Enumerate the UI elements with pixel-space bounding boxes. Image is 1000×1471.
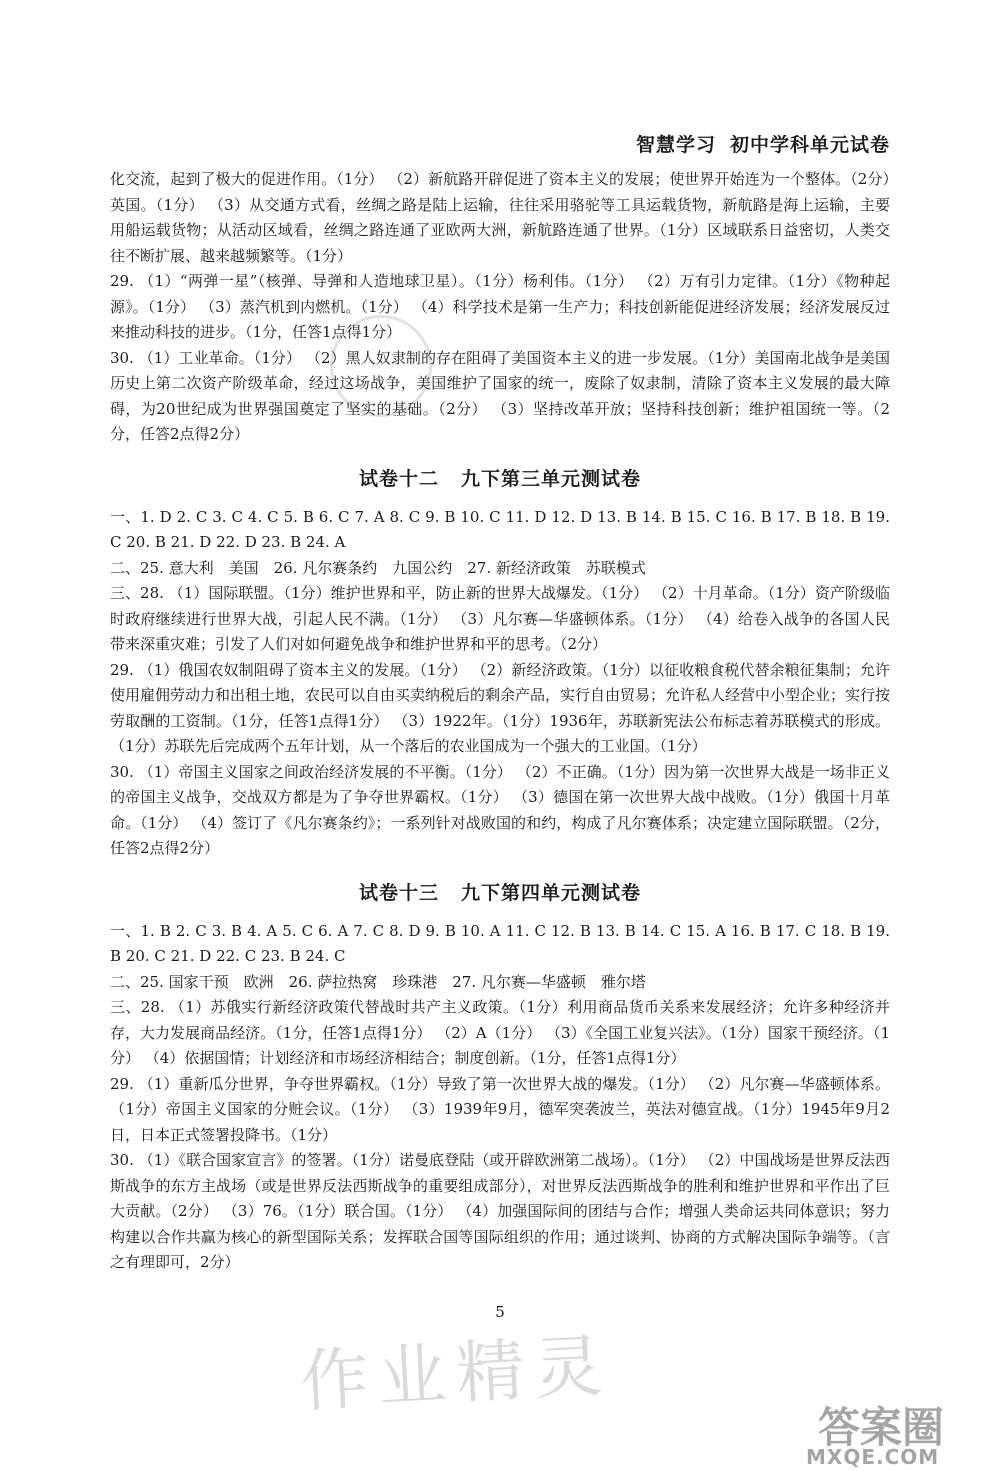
- watermark-zuoye: 作业精灵: [298, 1326, 615, 1423]
- section12-title: [110, 464, 890, 491]
- section13-q28: 三、28. （1）苏俄实行新经济政策代替战时共产主义政策。（1分）利用商品货币关系来发展经济；允许多种经济并存，大力发展商品经济。（1分，任答1点得1分） （2）A（1分） （3）《全国工业复兴法》。（1分）国家干预经济。（1分） （4）依据国情；计划经济和市场经济相结合；制度创新。（1分，任答1点得1分）: [110, 998, 890, 1067]
- watermark-url: MXQE.COM: [806, 1445, 940, 1469]
- section13-q29: 29. （1）重新瓜分世界，争夺世界霸权。（1分）导致了第一次世界大战的爆发。（1分） （2）凡尔赛—华盛顿体系。（1分）帝国主义国家的分赃会议。（1分） （3）1939年9月，德军突袭波兰，英法对德宣战。（1分）1945年9月2日，日本正式签署投降书。（1分）: [110, 1074, 890, 1144]
- top-paragraph-3: 30. （1）工业革命。（1分） （2）黑人奴隶制的存在阻碍了美国资本主义的进一步发展。（1分）美国南北战争是美国历史上第二次资产阶级革命，经过这场战争，美国维护了国家的统一，废除了奴隶制，清除了资本主义发展的最大障碍，为20世纪成为世界强国奠定了坚实的基础。（2分） （3）坚持改革开放；坚持科技创新；维护祖国统一等。（2分，任答2点得2分）: [110, 348, 890, 443]
- section13-title: [110, 878, 890, 905]
- section13-title-b: 九下第四单元测试卷: [461, 881, 642, 904]
- answer-content: [110, 167, 890, 1276]
- top-paragraph-1: 化交流，起到了极大的促进作用。（1分） （2）新航路开辟促进了资本主义的发展；使世界开始连为一个整体。（2分）英国。（1分） （3）从交通方式看，丝绸之路是陆上运输，往往采用骆驼等工具运载货物，新航路是海上运输，主要用船运载货物；从活动区域看，丝绸之路连通了亚欧两大洲，新航路连通了世界。（1分）区域联系日益密切，人类交往不断扩展、越来越频繁等。（1分）: [110, 170, 890, 265]
- watermark-daanquan: 答案圈: [818, 1403, 945, 1452]
- section13-choice-answers: 一、1. B 2. C 3. B 4. A 5. C 6. A 7. C 8. D 9. B 10. A 11. C 12. B 13. B 14. C 15. A 16. B 17. C 18. B 19. B 20. C 21. D 22. C 23. B 24. C: [110, 921, 890, 965]
- page-number: 5: [495, 1303, 505, 1321]
- header-series: 智慧学习: [635, 134, 716, 156]
- page-header: [636, 130, 890, 157]
- section13-q30: 30. （1）《联合国家宣言》的签署。（1分）诺曼底登陆（或开辟欧洲第二战场）。（1分） （2）中国战场是世界反法西斯战争的东方主战场（或是世界反法西斯战争的重要组成部分），对世界反法西斯战争的胜利和维护世界和平作出了巨大贡献。（2分） （3）76。（1分）联合国。（1分） （4）加强国际间的团结与合作；增强人类命运共同体意识；努力构建以合作共赢为核心的新型国际关系；发挥联合国等国际组织的作用；通过谈判、协商的方式解决国际争端等。（言之有理即可，2分）: [110, 1151, 890, 1271]
- section12-q28: 三、28. （1）国际联盟。（1分）维护世界和平，防止新的世界大战爆发。（1分） （2）十月革命。（1分）资产阶级临时政府继续进行世界大战，引起人民不满。（1分） （3）凡尔赛—华盛顿体系。（1分） （4）给卷入战争的各国人民带来深重灾难；引发了人们对如何避免战争和维护世界和平的思考。（2分）: [110, 584, 890, 653]
- top-paragraph-2: 29. （1）“两弹一星”（核弹、导弹和人造地球卫星）。（1分）杨利伟。（1分） （2）万有引力定律。（1分）《物种起源》。（1分） （3）蒸汽机到内燃机。（1分） （4）科学技术是第一生产力；科技创新能促进经济发展；经济发展反过来推动科技的进步。（1分，任答1点得1分）: [110, 272, 890, 341]
- header-subtitle: 初中学科单元试卷: [729, 134, 890, 156]
- section12-title-b: 九下第三单元测试卷: [461, 467, 642, 490]
- section12-q30: 30. （1）帝国主义国家之间政治经济发展的不平衡。（1分） （2）不正确。（1分）因为第一次世界大战是一场非正义的帝国主义战争，交战双方都是为了争夺世界霸权。（1分） （3）德国在第一次世界大战中战败。（1分）俄国十月革命。（1分） （4）签订了《凡尔赛条约》；一系列针对战败国的和约，构成了凡尔赛体系；决定建立国际联盟。（2分，任答2点得2分）: [110, 762, 890, 857]
- section12-q29: 29. （1）俄国农奴制阻碍了资本主义的发展。（1分） （2）新经济政策。（1分）以征收粮食税代替余粮征集制；允许使用雇佣劳动力和出租土地，农民可以自由买卖纳税后的剩余产品，实行自由贸易；允许私人经营中小型企业；实行按劳取酬的工资制。（1分，任答1点得1分） （3）1922年。（1分）1936年，苏联新宪法公布标志着苏联模式的形成。（1分）苏联先后完成两个五年计划，从一个落后的农业国成为一个强大的工业国。（1分）: [110, 660, 891, 755]
- section12-fill-answers: 二、25. 意大利 美国 26. 凡尔赛条约 九国公约 27. 新经济政策 苏联模式: [110, 558, 646, 577]
- section12-title-a: 试卷十二: [358, 467, 439, 490]
- section12-choice-answers: 一、1. D 2. C 3. C 4. C 5. B 6. C 7. A 8. C 9. B 10. C 11. D 12. D 13. B 14. B 15. C 16. B 17. B 18. B 19. C 20. B 21. D 22. D 23. B 24. A: [110, 507, 890, 551]
- section13-title-a: 试卷十三: [358, 881, 439, 904]
- section13-fill-answers: 二、25. 国家干预 欧洲 26. 萨拉热窝 珍珠港 27. 凡尔赛—华盛顿 雅尔塔: [110, 972, 646, 991]
